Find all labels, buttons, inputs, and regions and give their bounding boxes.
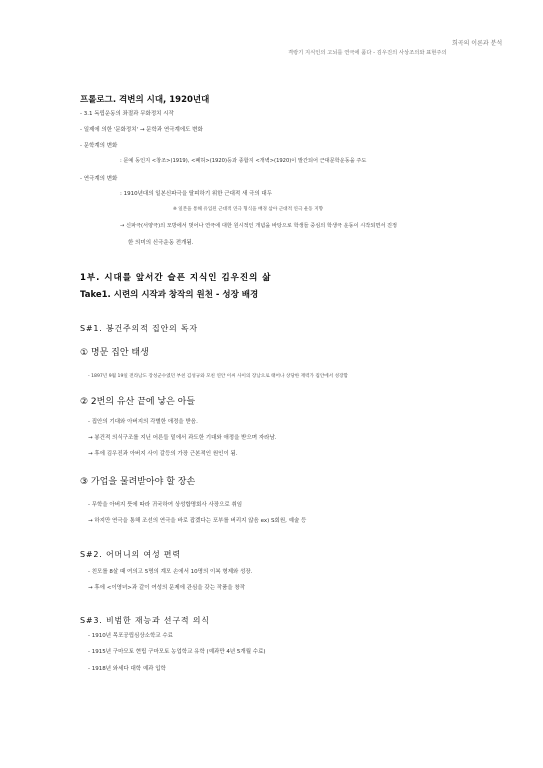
scene3-item: - 1915년 구마모토 현립 구마모토 농업학교 유학 (예과만 4년 5개월 수료) [88,649,266,655]
scene2-title: S#2. 어머니의 여성 편력 [80,550,181,559]
scene2-item: → 후에 <이영녀>과 같이 여성의 문제에 관심을 갖는 작품을 창작 [88,585,246,591]
scene1-sub2-item: - 집안의 기대와 아버지의 각별한 애정을 받음. [88,419,198,425]
prologue-item: - 3.1 독립운동의 좌절과 무화정치 시작 [80,111,174,117]
scene1-sub3-item: - 무학을 아버지 뜻에 따라 귀국하여 상성합명회사 사장으로 취임 [88,502,243,508]
prologue-item: - 일제에 의한 '문화정치' → 문학과 연극계에도 변화 [80,127,203,133]
prologue-item: : 1910년대의 일본신파극을 탈피하기 위한 근대적 새 극의 대두 [120,191,273,197]
scene1-title: S#1. 봉건주의적 집안의 독자 [80,324,198,333]
prologue-title: 프롤로그. 격변의 시대, 1920년대 [80,95,210,105]
prologue-item: : 문예 동인지 <창조>(1919), <폐허>(1920)등과 종합지 <개벽>(1920)이 발간되어 근대문학운동을 주도 [120,158,367,164]
header-course-title: 희곡의 이론과 분석 [452,40,503,47]
scene1-sub3: ③ 가업을 물려받아야 할 장손 [80,477,196,487]
scene3-title: S#3. 비범한 재능과 선구적 의식 [80,616,210,625]
take1-title: Take1. 시련의 시작과 창작의 원천 - 성장 배경 [80,290,259,300]
prologue-item: 한 의미의 신극운동 전개됨. [128,240,194,246]
prologue-note: ※ 일본을 통해 유입된 근대적 연극 형식을 배경 삼아 근대적 연극 운동 지향 [173,207,324,212]
scene1-sub2-item: → 후에 김우진과 아버지 사이 갈등의 가장 근본적인 원인이 됨. [88,451,238,457]
scene3-item: - 1910년 목포공립심상소학교 수료 [88,633,173,639]
scene2-item: - 친모를 8살 때 여의고 5명의 계모 손에서 10명의 이복 형제와 성장. [88,569,253,575]
scene3-item: - 1918년 와세다 대학 예과 입학 [88,666,166,672]
part1-title: 1부. 시대를 앞서간 슬픈 지식인 김우진의 삶 [80,273,272,283]
scene1-sub1: ① 명문 집안 태생 [80,348,149,358]
scene1-sub1-item: - 1897년 9월 19일 전라남도 장성군수였던 부친 김성규와 모친 연안 이씨 사이의 장남으로 태어나 상당한 재력가 집안에서 성장함 [88,374,348,379]
prologue-item: - 연극계의 변화 [80,176,118,182]
header-subtitle: 격랑기 지식인의 고뇌를 연극에 품다 - 김우진의 사상조의와 표현주의 [288,50,447,56]
scene1-sub2: ② 2번의 유산 끝에 낳은 아들 [80,397,196,407]
scene1-sub3-item: → 하지만 연극을 통해 조선의 연극을 바로 잡겠다는 포부를 버리지 않음 ex) S회원, 예술 등 [88,518,307,524]
prologue-item: - 문학계의 변화 [80,143,118,149]
prologue-item: → 신파극(서양극)의 모방에서 벗어나 연극에 대한 원시적인 개념을 바탕으로 학생들 중심의 학생극 운동이 시작되면서 진정 [120,223,398,229]
scene1-sub2-item: → 봉건적 의식구조를 지닌 어른들 밑에서 과도한 기대와 애정을 받으며 자라남. [88,435,277,441]
